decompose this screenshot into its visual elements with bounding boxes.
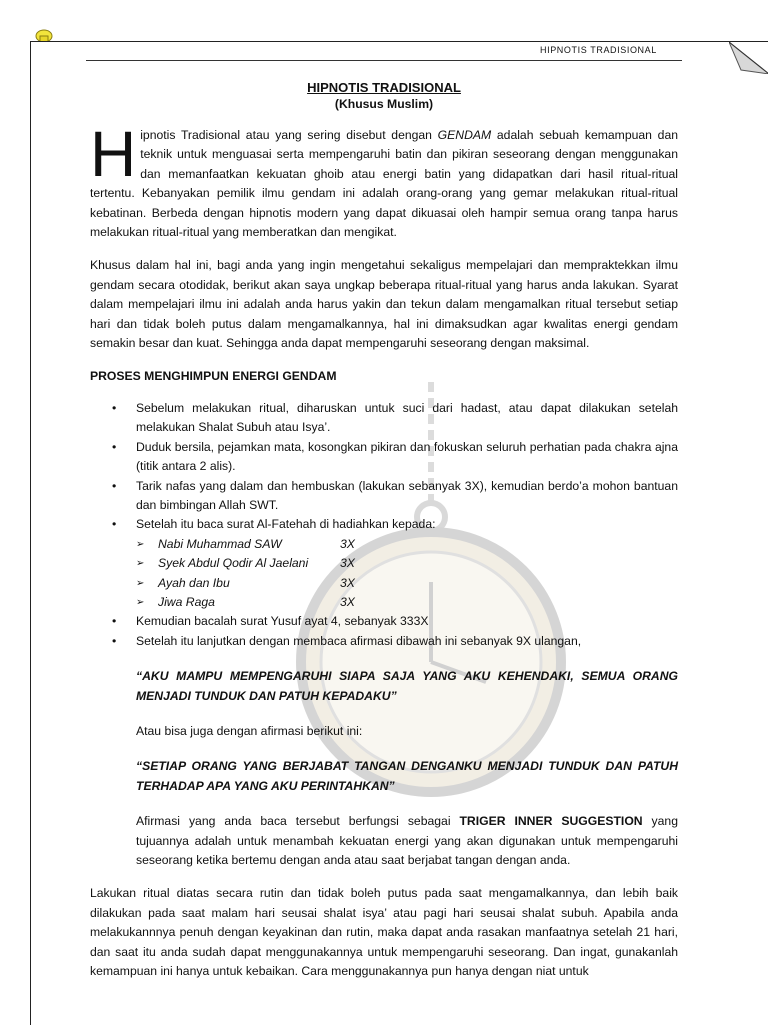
recipient-item — [136, 574, 678, 593]
closing-paragraph: Lakukan ritual diatas secara rutin dan tidak boleh putus pada saat mengamalkannya, dan lebih baik dilakukan pada saat malam hari seusai shalat isya’ atau pagi hari seusai shalat subuh. Apabila anda melakukannnya penuh dengan keyakinan dan rutin, maka dapat anda rasakan manfaatnya setelah 21 hari, dan saat itu anda sudah dapat menggunakannya untuk mempengaruhi seseorang. Dan ingat, gunakanlah kemampuan ini hanya untuk kebaikan. Cara menggunakannya pun hanya dengan niat untuk — [90, 886, 678, 979]
intro-emphasis: GENDAM — [437, 128, 492, 142]
recipient-name: Ayah dan Ibu — [158, 575, 230, 590]
header-rule — [86, 60, 682, 61]
recipient-item — [136, 535, 678, 554]
recipient-count: 3X — [340, 594, 355, 609]
list-item: • Sebelum melakukan ritual, diharuskan untuk suci dari hadast, atau dapat dilakukan setelah melakukan Shalat Subuh atau Isya’. — [136, 399, 678, 438]
arrow-bullet-icon: ➢ — [136, 558, 145, 570]
second-paragraph: Khusus dalam hal ini, bagi anda yang ingin mengetahui sekaligus mempelajari dan mempraktekkan ilmu gendam secara otodidak, berikut akan saya ungkap beberapa ritual-ritual yang harus anda lakukan. Syarat dalam mempelajari ilmu ini adalah anda harus yakin dan tekun dalam mengamalkan ritual tersebut setiap hari dan tidak boleh putus dalam mengamalkannya, hal ini dimaksudkan agar kwalitas energi gendam semakin besar dan kuat. Sehingga anda dapat mempengaruhi seseorang dengan maksimal. — [90, 258, 678, 351]
arrow-bullet-icon: ➢ — [136, 596, 145, 608]
list-item: • Duduk bersila, pejamkan mata, kosongkan pikiran dan fokuskan seluruh perhatian pada chakra ajna (titik antara 2 alis). — [136, 438, 678, 477]
affirmation-1: “AKU MAMPU MEMPENGARUHI SIAPA SAJA YANG AKU KEHENDAKI, SEMUA ORANG MENJADI TUNDUK DAN PATUH KEPADAKU” — [136, 669, 678, 703]
list-item: • Tarik nafas yang dalam dan hembuskan (lakukan sebanyak 3X), kemudian berdo’a mohon bantuan dan bimbingan Allah SWT. — [136, 477, 678, 516]
intro-text-b: adalah sebuah kemampuan dan teknik untuk menguasai serta mempengaruhi batin dan pikiran seseorang dengan menggunakan dan memanfaatkan kekuatan ghoib atau energi batin yang didapatkan dari hasil ritual-ritual tertentu. Kebanyakan pemilik ilmu gendam ini adalah orang-orang yang gemar melakukan ritual-ritual kebatinan. Berbeda dengan hipnotis modern yang dapat dikuasai oleh hampir semua orang tanpa harus melakukan ritual-ritual yang memberatkan dan mengikat. — [90, 128, 678, 240]
page-fold-icon — [729, 42, 768, 74]
arrow-bullet-icon: ➢ — [136, 538, 145, 550]
trigger-text-a: Afirmasi yang anda baca tersebut berfungsi sebagai — [136, 814, 460, 829]
list-item: • Setelah itu lanjutkan dengan membaca afirmasi dibawah ini sebanyak 9X ulangan, — [136, 632, 678, 651]
recipient-count: 3X — [340, 575, 355, 590]
recipient-name: Nabi Muhammad SAW — [158, 536, 282, 551]
recipient-item — [136, 593, 678, 612]
ritual-steps-list — [90, 399, 678, 651]
drop-cap: H — [90, 118, 137, 190]
list-item: • Kemudian bacalah surat Yusuf ayat 4, sebanyak 333X — [136, 612, 678, 631]
document-subtitle: (Khusus Muslim) — [334, 97, 434, 111]
document-body — [90, 80, 678, 995]
recipient-name: Jiwa Raga — [158, 594, 215, 609]
alternative-intro: Atau bisa juga dengan afirmasi berikut ini: — [136, 723, 363, 738]
list-item-text: Setelah itu baca surat Al-Fatehah di hadiahkan kepada: — [136, 517, 436, 532]
recipient-name: Syek Abdul Qodir Al Jaelani — [158, 556, 309, 571]
intro-paragraph — [90, 118, 678, 242]
recipient-count: 3X — [340, 556, 355, 571]
trigger-term: TRIGER INNER SUGGESTION — [459, 814, 643, 829]
document-title: HIPNOTIS TRADISIONAL — [307, 80, 461, 95]
recipient-list — [136, 535, 678, 613]
affirmation-2: “SETIAP ORANG YANG BERJABAT TANGAN DENGANKU MENJADI TUNDUK DAN PATUH TERHADAP APA YANG AKU PERINTAHKAN” — [136, 759, 678, 793]
arrow-bullet-icon: ➢ — [136, 577, 145, 589]
running-header: HIPNOTIS TRADISIONAL — [540, 45, 657, 55]
intro-text-a: ipnotis Tradisional atau yang sering disebut dengan — [140, 128, 438, 142]
recipient-count: 3X — [340, 536, 355, 551]
list-item — [136, 515, 678, 612]
trigger-paragraph — [90, 812, 678, 870]
section-heading: PROSES MENGHIMPUN ENERGI GENDAM — [90, 369, 337, 384]
recipient-item — [136, 554, 678, 573]
trigger-text-b: yang tujuannya adalah untuk menambah kekuatan energi yang akan digunakan untuk mempengaruhi seseorang ketika bertemu dengan anda atau saat berjabat tangan dengan anda. — [136, 814, 678, 867]
